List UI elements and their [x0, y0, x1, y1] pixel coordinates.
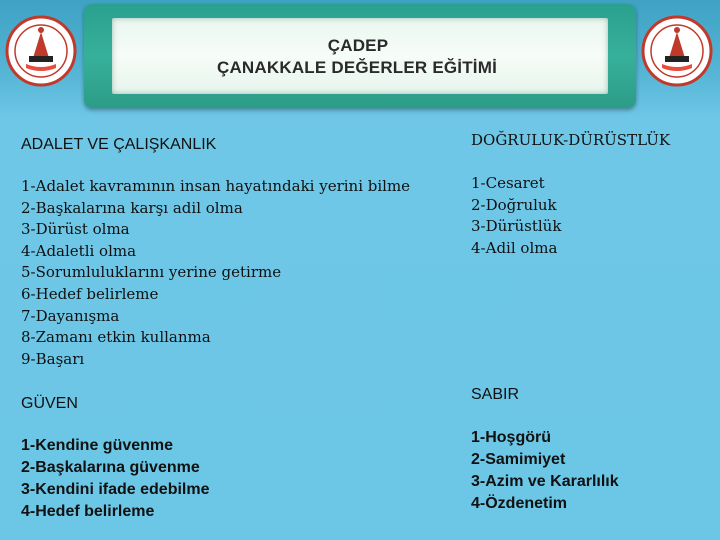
list-item: 3-Dürüst olma	[21, 220, 130, 239]
section-heading-adalet: ADALET VE ÇALIŞKANLIK	[21, 136, 217, 153]
list-sabir	[471, 427, 619, 515]
section-heading-sabir: SABIR	[471, 386, 520, 403]
list-item: 2-Samimiyet	[471, 451, 566, 468]
banner-title-line2: ÇANAKKALE DEĞERLER EĞİTİMİ	[216, 58, 498, 77]
banner-title-line1: ÇADEP	[327, 36, 389, 55]
list-item: 7-Dayanışma	[21, 306, 120, 325]
list-item: 1-Hoşgörü	[471, 429, 551, 446]
section-heading-dogruluk: DOĞRULUK-DÜRÜSTLÜK	[471, 131, 671, 149]
list-item: 2-Başkalarına karşı adil olma	[21, 198, 243, 217]
school-emblem-right-icon	[636, 10, 718, 92]
list-item: 9-Başarı	[21, 349, 85, 368]
list-item: 4-Özdenetim	[471, 495, 568, 512]
list-adalet	[21, 176, 410, 370]
section-heading-guven: GÜVEN	[21, 395, 78, 412]
list-item: 2-Doğruluk	[471, 195, 557, 214]
list-item: 4-Adil olma	[471, 238, 558, 257]
list-item: 2-Başkalarına güvenme	[21, 459, 200, 476]
list-item: 3-Dürüstlük	[471, 217, 562, 236]
list-item: 4-Adaletli olma	[21, 241, 137, 260]
list-item: 6-Hedef belirleme	[21, 284, 159, 303]
list-item: 1-Adalet kavramının insan hayatındaki yerini bilme	[21, 177, 411, 195]
list-item: 1-Kendine güvenme	[21, 437, 174, 454]
list-dogruluk	[471, 173, 561, 259]
list-item: 3-Azim ve Kararlılık	[471, 473, 619, 490]
list-item: 5-Sorumluluklarını yerine getirme	[21, 263, 282, 282]
list-item: 4-Hedef belirleme	[21, 503, 155, 520]
list-item: 1-Cesaret	[471, 174, 545, 192]
header-banner-panel	[112, 18, 608, 94]
list-guven	[21, 435, 209, 523]
header-banner	[84, 4, 636, 108]
school-emblem-left-icon	[0, 10, 82, 92]
list-item: 3-Kendini ifade edebilme	[21, 481, 210, 498]
list-item: 8-Zamanı etkin kullanma	[21, 328, 211, 347]
